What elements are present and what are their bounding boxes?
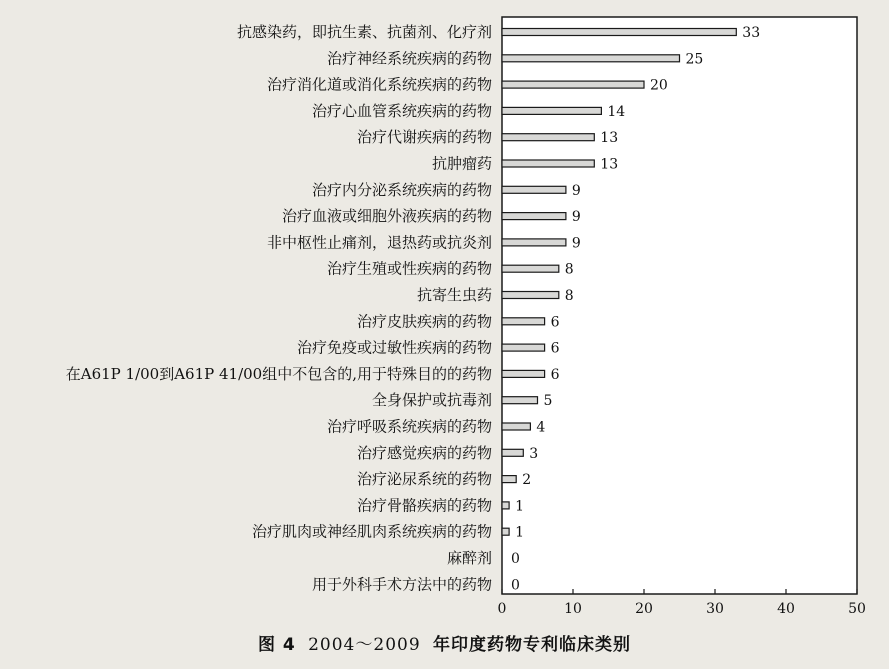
value-label: 6: [550, 340, 560, 357]
value-label: 13: [600, 156, 619, 173]
value-label: 9: [571, 182, 581, 199]
category-label: 治疗血液或细胞外液疾病的药物: [281, 207, 492, 226]
category-label: 抗肿瘤药: [431, 154, 492, 173]
caption-years: 2004～2009: [308, 635, 421, 655]
value-label: 4: [536, 419, 546, 436]
value-label: 0: [511, 577, 520, 594]
bar: [502, 29, 736, 36]
value-label: 5: [543, 393, 553, 410]
bar: [502, 318, 545, 325]
category-label: 抗寄生虫药: [416, 286, 492, 304]
bar: [502, 370, 545, 377]
value-label: 1: [515, 498, 525, 515]
bar: [502, 502, 509, 509]
bar: [502, 134, 594, 141]
value-label: 0: [511, 551, 520, 567]
value-label: 8: [564, 261, 574, 278]
category-label: 麻醉剂: [446, 549, 492, 567]
bar: [502, 449, 523, 456]
category-label: 治疗免疫或过敏性疾病的药物: [296, 338, 492, 357]
category-label: 治疗皮肤疾病的药物: [356, 312, 492, 331]
value-label: 2: [522, 472, 532, 489]
x-tick-label: 40: [777, 601, 795, 617]
category-label: 治疗内分泌系统疾病的药物: [311, 180, 492, 199]
bar: [502, 476, 516, 483]
bar: [502, 344, 545, 351]
category-label: 治疗泌尿系统的药物: [356, 470, 492, 489]
bar: [502, 107, 601, 114]
x-tick-label: 30: [706, 601, 724, 617]
category-label: 治疗代谢疾病的药物: [356, 128, 492, 147]
bar: [502, 397, 538, 404]
category-label: 治疗感觉疾病的药物: [356, 443, 492, 462]
caption-title: 年印度药物专利临床类别: [433, 635, 632, 655]
value-label: 9: [571, 235, 581, 252]
value-label: 8: [564, 288, 574, 304]
bar: [502, 265, 559, 272]
value-label: 25: [685, 51, 704, 68]
category-labels: [66, 23, 492, 593]
value-label: 20: [650, 77, 668, 94]
value-label: 1: [515, 524, 525, 541]
category-label: 治疗骨骼疾病的药物: [356, 496, 492, 515]
bar: [502, 55, 680, 62]
category-label: 治疗神经系统疾病的药物: [326, 49, 492, 68]
value-label: 9: [571, 209, 581, 226]
caption-number: 图 4: [257, 635, 296, 655]
value-label: 6: [550, 314, 560, 331]
x-tick-label: 50: [848, 601, 866, 617]
category-label: 在A61P 1/00到A61P 41/00组中不包含的,用于特殊目的的药物: [65, 364, 492, 383]
category-label: 治疗生殖或性疾病的药物: [326, 259, 492, 278]
category-label: 全身保护或抗毒剂: [371, 391, 492, 410]
bar: [502, 239, 566, 246]
value-label: 6: [550, 366, 560, 383]
x-tick-label: 10: [564, 601, 582, 617]
bar: [502, 528, 509, 535]
bar: [502, 213, 566, 220]
bar: [502, 292, 559, 299]
value-label: 3: [529, 445, 539, 462]
figure-caption: [0, 630, 889, 655]
bar: [502, 160, 594, 167]
value-label: 13: [600, 130, 619, 147]
category-label: 治疗消化道或消化系统疾病的药物: [266, 75, 492, 94]
value-label: 14: [607, 103, 626, 120]
category-label: 抗感染药，即抗生素、抗菌剂、化疗剂: [236, 23, 492, 41]
category-label: 治疗呼吸系统疾病的药物: [326, 417, 492, 436]
bar: [502, 81, 644, 88]
x-tick-label: 0: [497, 601, 507, 617]
category-label: 非中枢性止痛剂，退热药或抗炎剂: [266, 233, 492, 252]
plot-area: [502, 17, 857, 594]
x-tick-label: 20: [635, 601, 653, 617]
bar: [502, 186, 566, 193]
value-label: 33: [742, 25, 761, 41]
bar: [502, 423, 530, 430]
category-label: 治疗心血管系统疾病的药物: [311, 101, 492, 120]
category-label: 用于外科手术方法中的药物: [311, 575, 492, 594]
category-label: 治疗肌肉或神经肌肉系统疾病的药物: [251, 522, 492, 541]
